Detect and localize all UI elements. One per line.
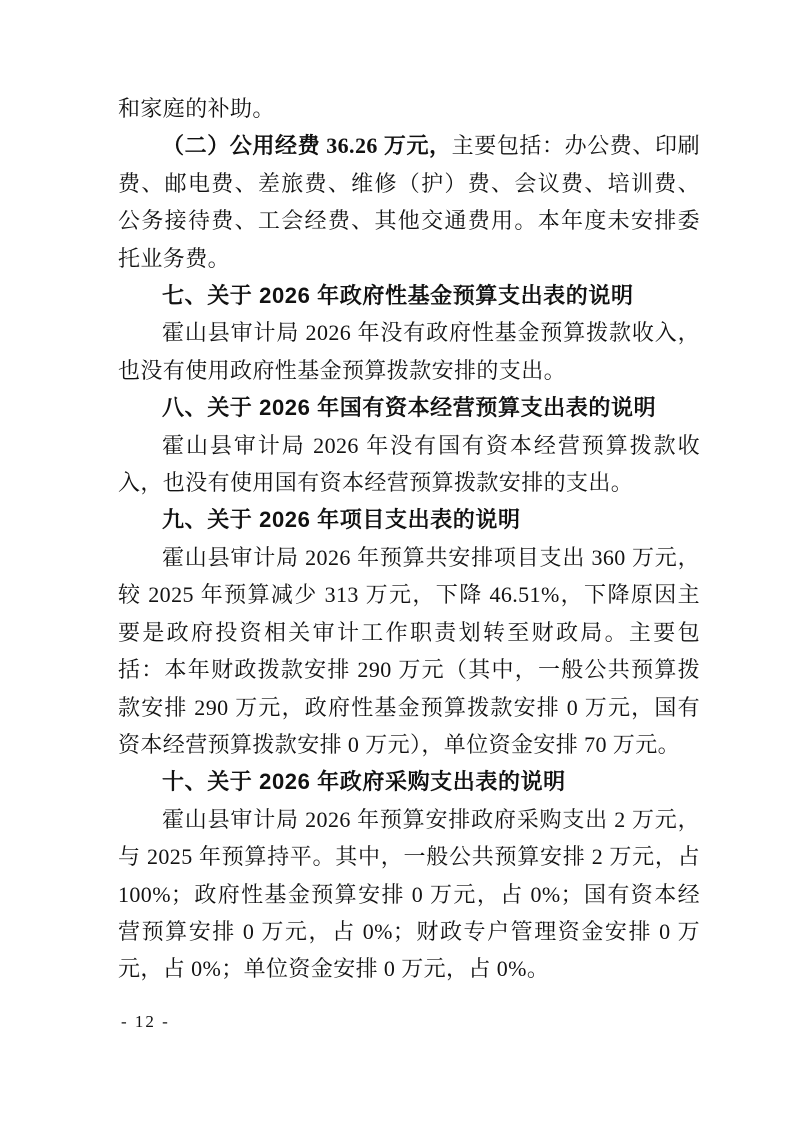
heading-section-7: 七、关于 2026 年政府性基金预算支出表的说明 xyxy=(162,283,634,309)
paragraph-public-expense-text: 主要包括：办公费、印刷费、邮电费、差旅费、维修（护）费、会议费、培训费、公务接待费、工会经费、其他交通费用。本年度未安排委托业务费。 xyxy=(118,133,700,271)
document-body xyxy=(118,90,700,988)
paragraph-public-expense-lead: （二）公用经费 36.26 万元， xyxy=(162,133,452,159)
paragraph-section-9: 霍山县审计局 2026 年预算共安排项目支出 360 万元，较 2025 年预算减少 313 万元，下降 46.51%，下降原因主要是政府投资相关审计工作职责划转至财政局。主要包括：本年财政拨款安排 290 万元（其中，一般公共预算拨款安排 290 万元，政府性基金预算拨款安排 0 万元，国有资本经营预算拨款安排 0 万元），单位资金安排 70 万元。 xyxy=(118,544,700,757)
paragraph-continued: 和家庭的补助。 xyxy=(118,96,275,121)
heading-section-9: 九、关于 2026 年项目支出表的说明 xyxy=(162,507,521,533)
heading-section-10: 十、关于 2026 年政府采购支出表的说明 xyxy=(162,769,566,795)
paragraph-section-10: 霍山县审计局 2026 年预算安排政府采购支出 2 万元，与 2025 年预算持平。其中，一般公共预算安排 2 万元，占 100%；政府性基金预算安排 0 万元，占 0%；国有资本经营预算安排 0 万元，占 0%；财政专户管理资金安排 0 万元，占 0%；单位资金安排 0 万元，占 0%。 xyxy=(118,806,700,982)
heading-section-8: 八、关于 2026 年国有资本经营预算支出表的说明 xyxy=(162,395,657,421)
page-number: - 12 - xyxy=(121,1012,170,1031)
paragraph-section-7: 霍山县审计局 2026 年没有政府性基金预算拨款收入，也没有使用政府性基金预算拨款安排的支出。 xyxy=(118,320,700,383)
paragraph-section-8: 霍山县审计局 2026 年没有国有资本经营预算拨款收入，也没有使用国有资本经营预算拨款安排的支出。 xyxy=(118,432,700,496)
paragraph-public-expense xyxy=(118,127,700,277)
